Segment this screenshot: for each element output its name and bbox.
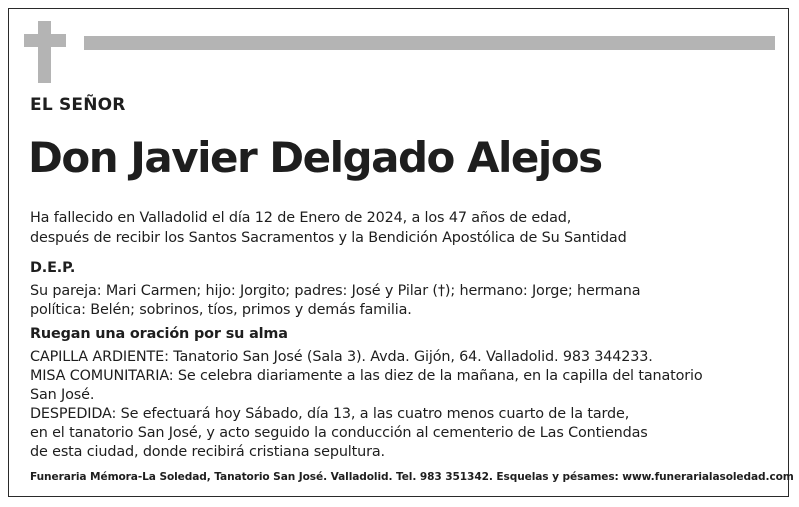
dep-label: D.E.P. (30, 260, 76, 276)
misa-line-2: San José. (30, 387, 95, 403)
prayer-heading: Ruegan una oración por su alma (30, 326, 288, 342)
intro-line-2: después de recibir los Santos Sacramentos y la Bendición Apostólica de Su Santidad (30, 230, 627, 246)
misa-line-1: MISA COMUNITARIA: Se celebra diariamente a las diez de la mañana, en la capilla del tanatorio (30, 368, 703, 384)
despedida-line-2: en el tanatorio San José, y acto seguido la conducción al cementerio de Las Contiendas (30, 425, 648, 441)
cross-icon (38, 21, 51, 83)
cross-icon-bar (24, 34, 66, 47)
family-line-1: Su pareja: Mari Carmen; hijo: Jorgito; padres: José y Pilar (†); hermano: Jorge; hermana (30, 283, 641, 299)
capilla-line: CAPILLA ARDIENTE: Tanatorio San José (Sala 3). Avda. Gijón, 64. Valladolid. 983 344233. (30, 349, 653, 365)
deceased-name: Don Javier Delgado Alejos (28, 133, 602, 182)
title-prefix: EL SEÑOR (30, 95, 126, 115)
footer-contact: Funeraria Mémora-La Soledad, Tanatorio San José. Valladolid. Tel. 983 351342. Esquelas y pésames: www.funerarialasoledad.com (30, 471, 794, 483)
header-rule (84, 36, 775, 50)
family-line-2: política: Belén; sobrinos, tíos, primos y demás familia. (30, 302, 412, 318)
despedida-line-1: DESPEDIDA: Se efectuará hoy Sábado, día 13, a las cuatro menos cuarto de la tarde, (30, 406, 630, 422)
intro-line-1: Ha fallecido en Valladolid el día 12 de Enero de 2024, a los 47 años de edad, (30, 210, 572, 226)
despedida-line-3: de esta ciudad, donde recibirá cristiana sepultura. (30, 444, 385, 460)
